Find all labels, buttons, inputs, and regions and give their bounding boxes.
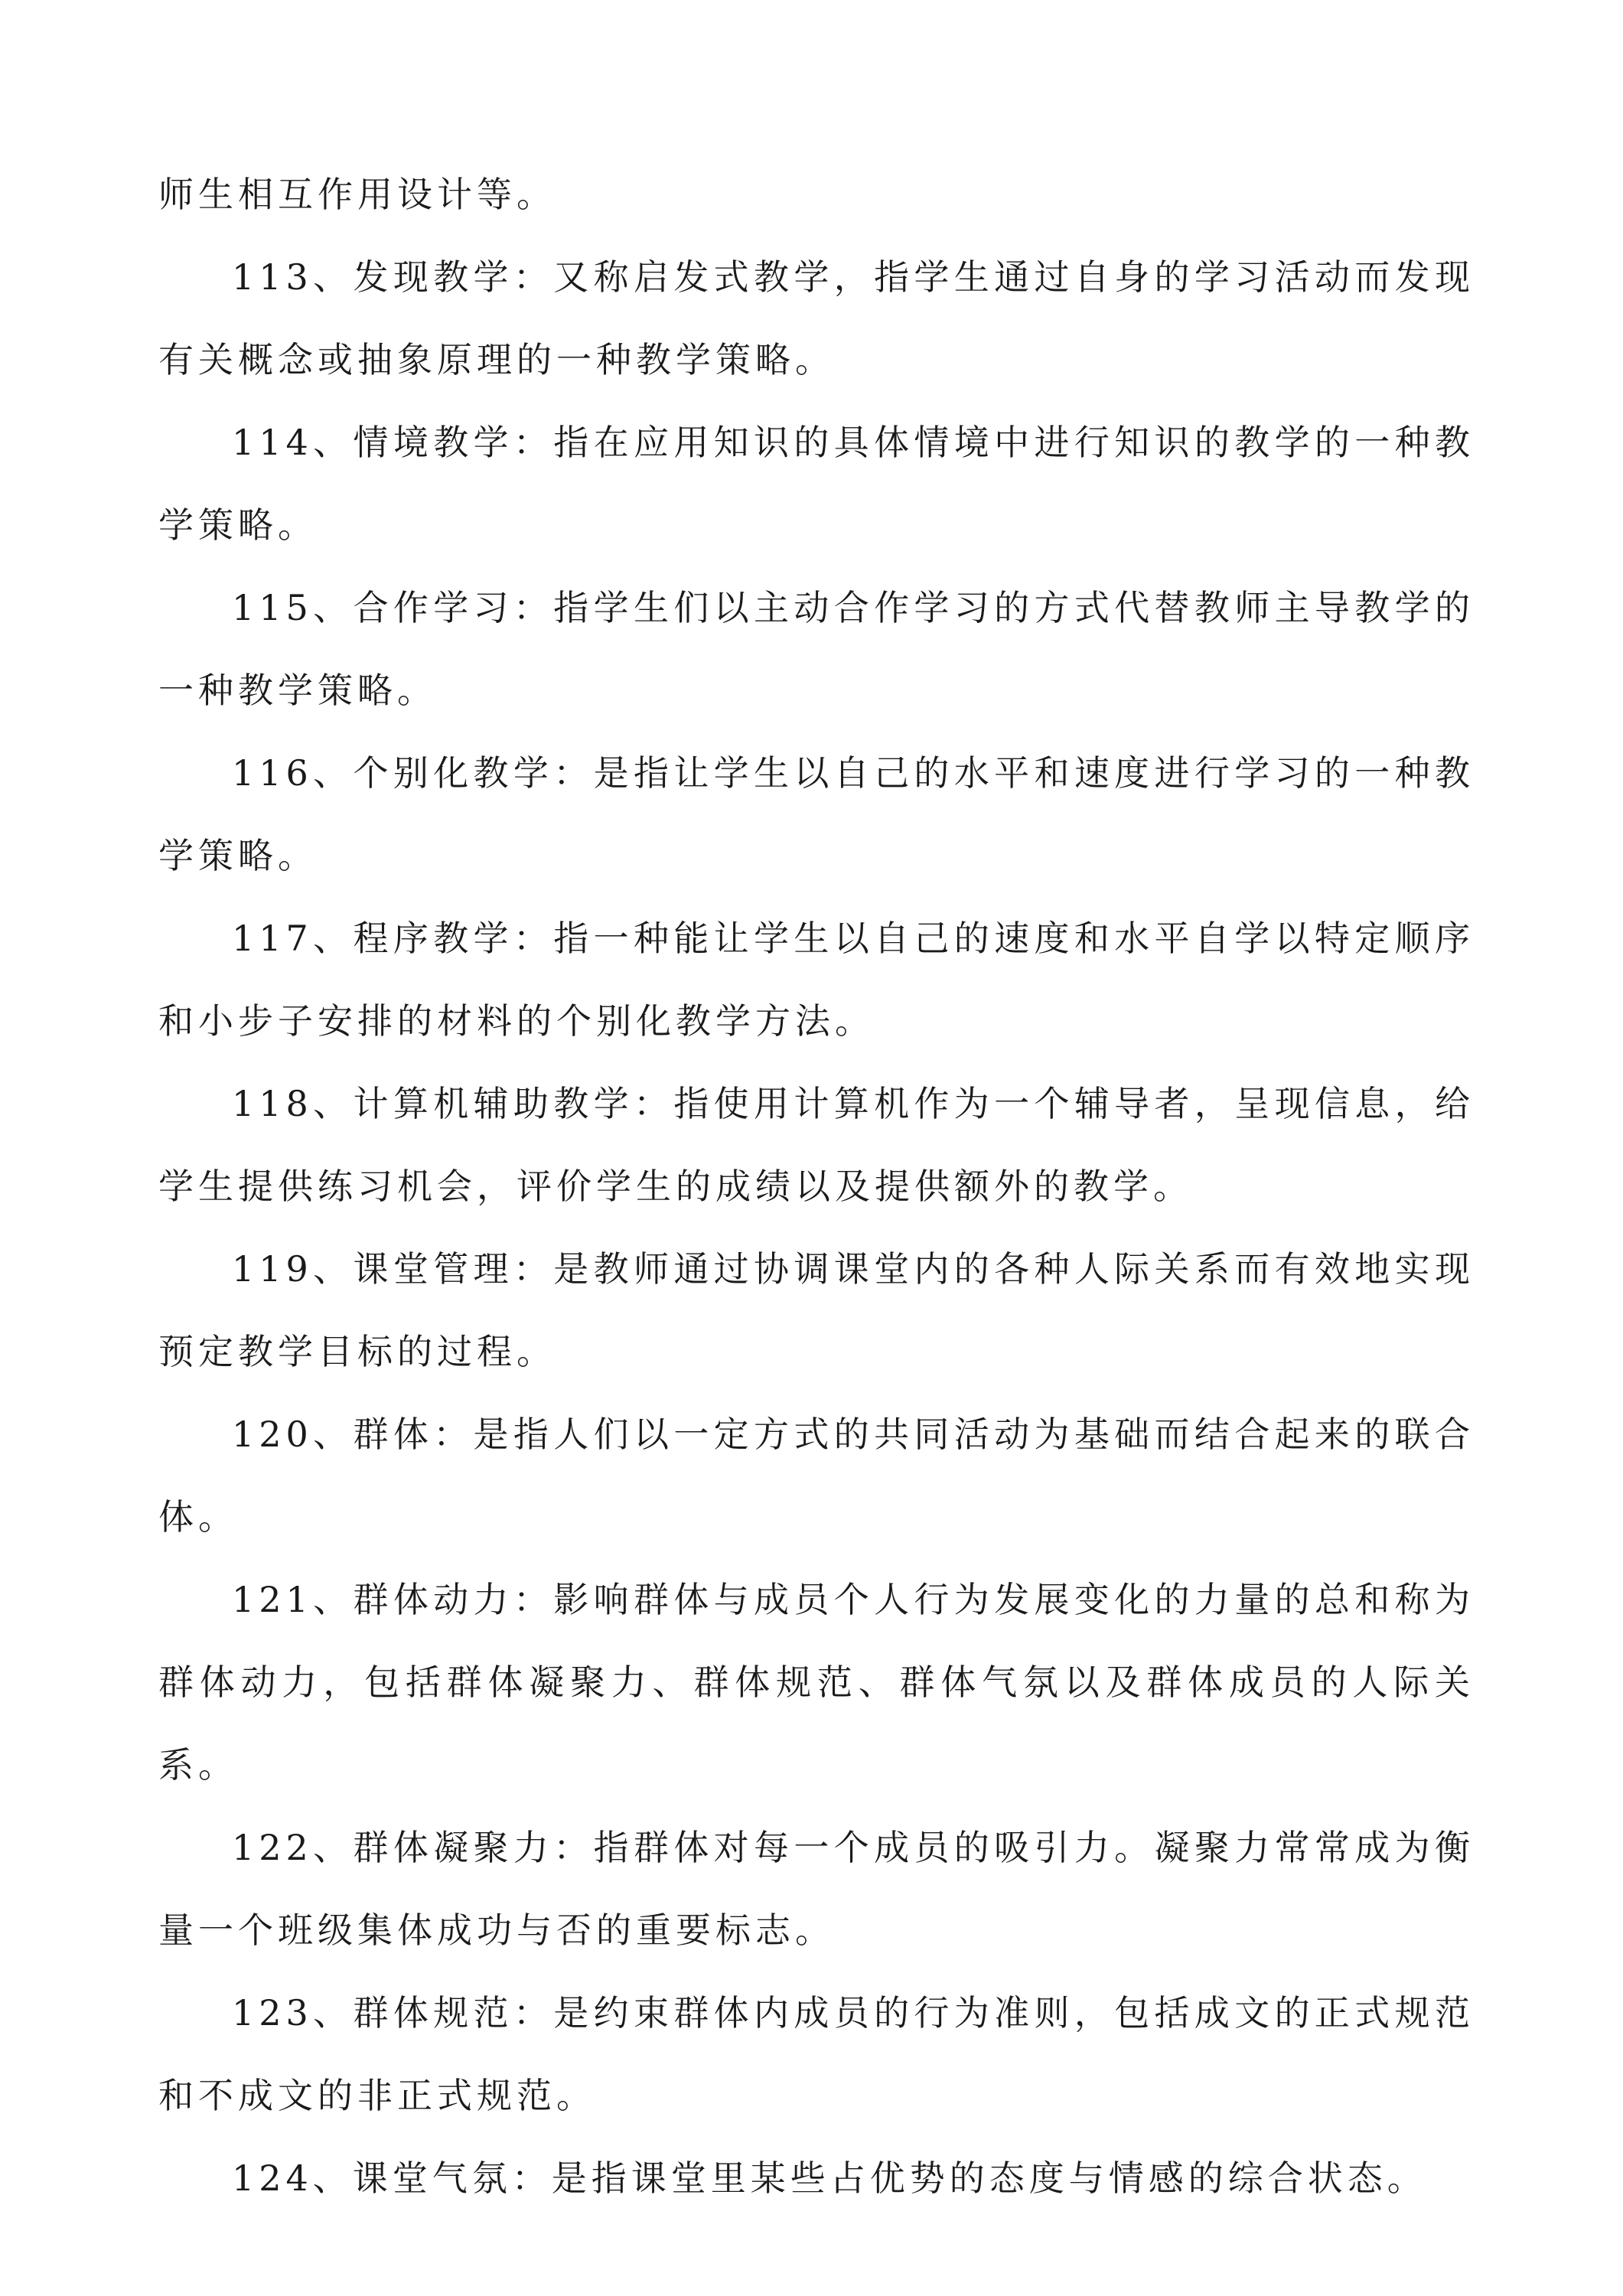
definition-113: 113、发现教学：又称启发式教学，指学生通过自身的学习活动而发现有关概念或抽象原理的一种教学策略。: [158, 256, 1475, 380]
document-body: [158, 153, 1475, 2219]
definition-122: 122、群体凝聚力：指群体对每一个成员的吸引力。凝聚力常常成为衡量一个班级集体成功与否的重要标志。: [158, 1827, 1475, 1951]
definition-114: 114、情境教学：指在应用知识的具体情境中进行知识的教学的一种教学策略。: [158, 422, 1475, 546]
definition-119: 119、课堂管理：是教师通过协调课堂内的各种人际关系而有效地实现预定教学目标的过程。: [158, 1248, 1475, 1372]
definition-118: 118、计算机辅助教学：指使用计算机作为一个辅导者，呈现信息，给学生提供练习机会，评价学生的成绩以及提供额外的教学。: [158, 1083, 1475, 1207]
definition-120: 120、群体：是指人们以一定方式的共同活动为基础而结合起来的联合体。: [158, 1414, 1475, 1538]
definition-124: 124、课堂气氛：是指课堂里某些占优势的态度与情感的综合状态。: [232, 2157, 1427, 2199]
definition-123: 123、群体规范：是约束群体内成员的行为准则，包括成文的正式规范和不成文的非正式规范。: [158, 1992, 1475, 2116]
paragraph-continuation: 师生相互作用设计等。: [158, 174, 556, 215]
definition-121: 121、群体动力：影响群体与成员个人行为发展变化的力量的总和称为群体动力，包括群体凝聚力、群体规范、群体气氛以及群体成员的人际关系。: [158, 1579, 1475, 1786]
definition-115: 115、合作学习：指学生们以主动合作学习的方式代替教师主导教学的一种教学策略。: [158, 587, 1475, 711]
definition-117: 117、程序教学：指一种能让学生以自己的速度和水平自学以特定顺序和小步子安排的材料的个别化教学方法。: [158, 918, 1475, 1042]
definition-116: 116、个别化教学：是指让学生以自己的水平和速度进行学习的一种教学策略。: [158, 752, 1475, 876]
